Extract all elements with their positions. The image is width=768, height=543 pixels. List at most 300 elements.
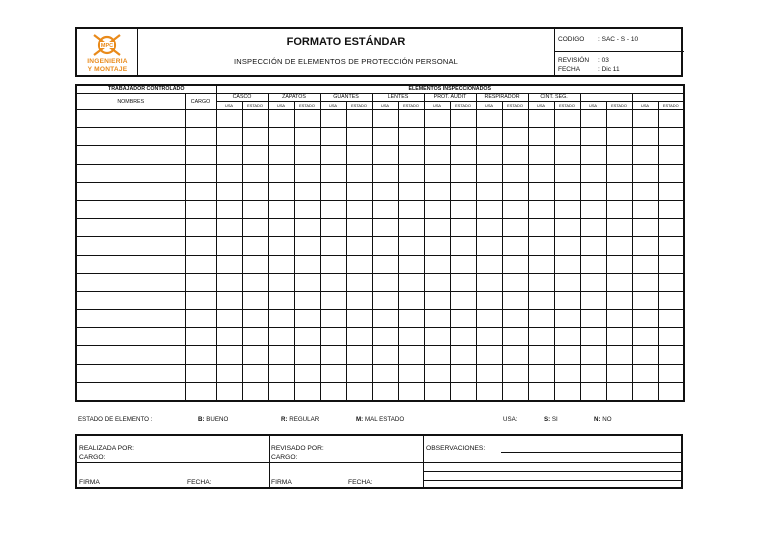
inspection-cell[interactable]	[528, 255, 554, 273]
inspection-cell[interactable]	[398, 382, 424, 401]
inspection-cell[interactable]	[372, 146, 398, 164]
inspection-cell[interactable]	[632, 128, 658, 146]
inspection-cell[interactable]	[216, 382, 242, 401]
inspection-cell[interactable]	[502, 237, 528, 255]
inspection-cell[interactable]	[216, 110, 242, 128]
inspection-cell[interactable]	[554, 128, 580, 146]
inspection-cell[interactable]	[580, 110, 606, 128]
role-cell[interactable]	[185, 291, 216, 309]
name-cell[interactable]	[76, 382, 185, 401]
role-cell[interactable]	[185, 200, 216, 218]
inspection-cell[interactable]	[632, 291, 658, 309]
inspection-cell[interactable]	[606, 255, 632, 273]
role-cell[interactable]	[185, 382, 216, 401]
inspection-cell[interactable]	[398, 346, 424, 364]
inspection-cell[interactable]	[424, 110, 450, 128]
role-cell[interactable]	[185, 273, 216, 291]
inspection-cell[interactable]	[294, 237, 320, 255]
inspection-cell[interactable]	[580, 200, 606, 218]
name-cell[interactable]	[76, 219, 185, 237]
name-cell[interactable]	[76, 237, 185, 255]
inspection-cell[interactable]	[658, 219, 684, 237]
inspection-cell[interactable]	[294, 219, 320, 237]
name-cell[interactable]	[76, 291, 185, 309]
inspection-cell[interactable]	[450, 128, 476, 146]
name-cell[interactable]	[76, 128, 185, 146]
inspection-cell[interactable]	[216, 237, 242, 255]
inspection-cell[interactable]	[268, 273, 294, 291]
inspection-cell[interactable]	[398, 255, 424, 273]
inspection-cell[interactable]	[242, 310, 268, 328]
inspection-cell[interactable]	[268, 200, 294, 218]
inspection-cell[interactable]	[502, 255, 528, 273]
inspection-cell[interactable]	[372, 128, 398, 146]
inspection-cell[interactable]	[450, 382, 476, 401]
inspection-cell[interactable]	[502, 110, 528, 128]
inspection-cell[interactable]	[372, 291, 398, 309]
inspection-cell[interactable]	[294, 310, 320, 328]
inspection-cell[interactable]	[502, 128, 528, 146]
inspection-cell[interactable]	[632, 219, 658, 237]
inspection-cell[interactable]	[242, 346, 268, 364]
inspection-cell[interactable]	[450, 110, 476, 128]
inspection-cell[interactable]	[632, 364, 658, 382]
inspection-cell[interactable]	[346, 182, 372, 200]
inspection-cell[interactable]	[294, 255, 320, 273]
inspection-cell[interactable]	[242, 382, 268, 401]
inspection-cell[interactable]	[580, 273, 606, 291]
inspection-cell[interactable]	[476, 310, 502, 328]
inspection-cell[interactable]	[398, 164, 424, 182]
role-cell[interactable]	[185, 237, 216, 255]
inspection-cell[interactable]	[320, 219, 346, 237]
inspection-cell[interactable]	[606, 237, 632, 255]
role-cell[interactable]	[185, 164, 216, 182]
inspection-cell[interactable]	[658, 291, 684, 309]
inspection-cell[interactable]	[502, 200, 528, 218]
inspection-cell[interactable]	[242, 110, 268, 128]
inspection-cell[interactable]	[268, 291, 294, 309]
inspection-cell[interactable]	[580, 182, 606, 200]
inspection-cell[interactable]	[580, 382, 606, 401]
inspection-cell[interactable]	[554, 182, 580, 200]
inspection-cell[interactable]	[658, 110, 684, 128]
name-cell[interactable]	[76, 200, 185, 218]
observations-line[interactable]	[423, 462, 681, 463]
inspection-cell[interactable]	[632, 200, 658, 218]
inspection-cell[interactable]	[242, 146, 268, 164]
inspection-cell[interactable]	[606, 273, 632, 291]
inspection-cell[interactable]	[502, 146, 528, 164]
inspection-cell[interactable]	[398, 310, 424, 328]
inspection-cell[interactable]	[216, 255, 242, 273]
inspection-cell[interactable]	[606, 364, 632, 382]
inspection-cell[interactable]	[346, 219, 372, 237]
inspection-cell[interactable]	[606, 219, 632, 237]
inspection-cell[interactable]	[346, 128, 372, 146]
inspection-cell[interactable]	[450, 328, 476, 346]
inspection-cell[interactable]	[372, 182, 398, 200]
inspection-cell[interactable]	[216, 146, 242, 164]
inspection-cell[interactable]	[294, 182, 320, 200]
inspection-cell[interactable]	[658, 382, 684, 401]
inspection-cell[interactable]	[320, 346, 346, 364]
name-cell[interactable]	[76, 164, 185, 182]
inspection-cell[interactable]	[554, 255, 580, 273]
name-cell[interactable]	[76, 328, 185, 346]
inspection-cell[interactable]	[580, 164, 606, 182]
inspection-cell[interactable]	[554, 110, 580, 128]
inspection-cell[interactable]	[398, 273, 424, 291]
inspection-cell[interactable]	[216, 291, 242, 309]
inspection-cell[interactable]	[424, 146, 450, 164]
inspection-cell[interactable]	[476, 382, 502, 401]
inspection-cell[interactable]	[268, 110, 294, 128]
inspection-cell[interactable]	[476, 255, 502, 273]
inspection-cell[interactable]	[606, 200, 632, 218]
inspection-cell[interactable]	[658, 237, 684, 255]
name-cell[interactable]	[76, 255, 185, 273]
inspection-cell[interactable]	[658, 200, 684, 218]
inspection-cell[interactable]	[450, 219, 476, 237]
inspection-cell[interactable]	[424, 237, 450, 255]
inspection-cell[interactable]	[216, 182, 242, 200]
inspection-cell[interactable]	[320, 182, 346, 200]
inspection-cell[interactable]	[658, 364, 684, 382]
inspection-cell[interactable]	[398, 237, 424, 255]
inspection-cell[interactable]	[294, 110, 320, 128]
inspection-cell[interactable]	[450, 182, 476, 200]
inspection-cell[interactable]	[502, 364, 528, 382]
inspection-cell[interactable]	[346, 291, 372, 309]
inspection-cell[interactable]	[398, 146, 424, 164]
inspection-cell[interactable]	[502, 164, 528, 182]
inspection-cell[interactable]	[528, 237, 554, 255]
inspection-cell[interactable]	[450, 273, 476, 291]
inspection-cell[interactable]	[528, 182, 554, 200]
inspection-cell[interactable]	[294, 364, 320, 382]
inspection-cell[interactable]	[554, 291, 580, 309]
inspection-cell[interactable]	[554, 382, 580, 401]
inspection-cell[interactable]	[320, 146, 346, 164]
inspection-cell[interactable]	[372, 328, 398, 346]
inspection-cell[interactable]	[554, 219, 580, 237]
inspection-cell[interactable]	[320, 110, 346, 128]
inspection-cell[interactable]	[372, 219, 398, 237]
role-cell[interactable]	[185, 219, 216, 237]
inspection-cell[interactable]	[320, 273, 346, 291]
name-cell[interactable]	[76, 146, 185, 164]
inspection-cell[interactable]	[320, 291, 346, 309]
inspection-cell[interactable]	[268, 146, 294, 164]
inspection-cell[interactable]	[398, 219, 424, 237]
inspection-cell[interactable]	[294, 328, 320, 346]
inspection-cell[interactable]	[320, 164, 346, 182]
inspection-cell[interactable]	[476, 291, 502, 309]
inspection-cell[interactable]	[398, 200, 424, 218]
role-cell[interactable]	[185, 182, 216, 200]
inspection-cell[interactable]	[580, 364, 606, 382]
inspection-cell[interactable]	[294, 200, 320, 218]
inspection-cell[interactable]	[502, 346, 528, 364]
inspection-cell[interactable]	[450, 310, 476, 328]
inspection-cell[interactable]	[502, 273, 528, 291]
inspection-cell[interactable]	[450, 164, 476, 182]
inspection-cell[interactable]	[528, 346, 554, 364]
inspection-cell[interactable]	[658, 146, 684, 164]
inspection-cell[interactable]	[372, 273, 398, 291]
inspection-cell[interactable]	[242, 255, 268, 273]
inspection-cell[interactable]	[346, 200, 372, 218]
inspection-cell[interactable]	[580, 146, 606, 164]
inspection-cell[interactable]	[216, 164, 242, 182]
role-cell[interactable]	[185, 310, 216, 328]
inspection-cell[interactable]	[242, 328, 268, 346]
inspection-cell[interactable]	[632, 328, 658, 346]
inspection-cell[interactable]	[606, 164, 632, 182]
role-cell[interactable]	[185, 328, 216, 346]
inspection-cell[interactable]	[346, 255, 372, 273]
inspection-cell[interactable]	[242, 237, 268, 255]
inspection-cell[interactable]	[424, 164, 450, 182]
inspection-cell[interactable]	[320, 328, 346, 346]
inspection-cell[interactable]	[346, 110, 372, 128]
inspection-cell[interactable]	[632, 164, 658, 182]
inspection-cell[interactable]	[242, 364, 268, 382]
inspection-cell[interactable]	[606, 110, 632, 128]
inspection-cell[interactable]	[320, 128, 346, 146]
inspection-cell[interactable]	[398, 128, 424, 146]
role-cell[interactable]	[185, 146, 216, 164]
inspection-cell[interactable]	[632, 146, 658, 164]
inspection-cell[interactable]	[554, 364, 580, 382]
inspection-cell[interactable]	[320, 255, 346, 273]
inspection-cell[interactable]	[476, 273, 502, 291]
inspection-cell[interactable]	[372, 110, 398, 128]
inspection-cell[interactable]	[398, 110, 424, 128]
observations-line[interactable]	[423, 471, 681, 472]
inspection-cell[interactable]	[658, 346, 684, 364]
inspection-cell[interactable]	[216, 310, 242, 328]
inspection-cell[interactable]	[372, 364, 398, 382]
inspection-cell[interactable]	[320, 310, 346, 328]
inspection-cell[interactable]	[632, 237, 658, 255]
inspection-cell[interactable]	[346, 328, 372, 346]
inspection-cell[interactable]	[528, 146, 554, 164]
inspection-cell[interactable]	[372, 255, 398, 273]
inspection-cell[interactable]	[320, 382, 346, 401]
inspection-cell[interactable]	[424, 346, 450, 364]
inspection-cell[interactable]	[372, 346, 398, 364]
inspection-cell[interactable]	[528, 291, 554, 309]
inspection-cell[interactable]	[554, 310, 580, 328]
observations-line[interactable]	[501, 452, 681, 453]
inspection-cell[interactable]	[372, 237, 398, 255]
name-cell[interactable]	[76, 110, 185, 128]
inspection-cell[interactable]	[476, 164, 502, 182]
inspection-cell[interactable]	[528, 128, 554, 146]
inspection-cell[interactable]	[632, 182, 658, 200]
inspection-cell[interactable]	[268, 346, 294, 364]
inspection-cell[interactable]	[632, 110, 658, 128]
name-cell[interactable]	[76, 273, 185, 291]
inspection-cell[interactable]	[294, 273, 320, 291]
inspection-cell[interactable]	[502, 182, 528, 200]
inspection-cell[interactable]	[450, 255, 476, 273]
role-cell[interactable]	[185, 346, 216, 364]
inspection-cell[interactable]	[580, 346, 606, 364]
inspection-cell[interactable]	[346, 273, 372, 291]
inspection-cell[interactable]	[424, 291, 450, 309]
observations-line[interactable]	[423, 480, 681, 481]
inspection-cell[interactable]	[632, 273, 658, 291]
inspection-cell[interactable]	[476, 128, 502, 146]
inspection-cell[interactable]	[268, 382, 294, 401]
inspection-cell[interactable]	[606, 310, 632, 328]
inspection-cell[interactable]	[476, 328, 502, 346]
inspection-cell[interactable]	[528, 382, 554, 401]
inspection-cell[interactable]	[580, 328, 606, 346]
inspection-cell[interactable]	[554, 200, 580, 218]
inspection-cell[interactable]	[372, 382, 398, 401]
inspection-cell[interactable]	[658, 164, 684, 182]
inspection-cell[interactable]	[424, 200, 450, 218]
inspection-cell[interactable]	[242, 219, 268, 237]
inspection-cell[interactable]	[216, 273, 242, 291]
inspection-cell[interactable]	[502, 310, 528, 328]
inspection-cell[interactable]	[606, 146, 632, 164]
inspection-cell[interactable]	[580, 237, 606, 255]
inspection-cell[interactable]	[346, 310, 372, 328]
inspection-cell[interactable]	[398, 328, 424, 346]
inspection-cell[interactable]	[294, 291, 320, 309]
inspection-cell[interactable]	[294, 164, 320, 182]
inspection-cell[interactable]	[580, 291, 606, 309]
inspection-cell[interactable]	[476, 364, 502, 382]
name-cell[interactable]	[76, 182, 185, 200]
inspection-cell[interactable]	[606, 128, 632, 146]
inspection-cell[interactable]	[502, 382, 528, 401]
inspection-cell[interactable]	[346, 164, 372, 182]
inspection-cell[interactable]	[398, 182, 424, 200]
inspection-cell[interactable]	[424, 128, 450, 146]
inspection-cell[interactable]	[216, 200, 242, 218]
inspection-cell[interactable]	[528, 110, 554, 128]
inspection-cell[interactable]	[528, 310, 554, 328]
inspection-cell[interactable]	[424, 182, 450, 200]
inspection-cell[interactable]	[398, 291, 424, 309]
inspection-cell[interactable]	[502, 291, 528, 309]
inspection-cell[interactable]	[528, 364, 554, 382]
inspection-cell[interactable]	[424, 219, 450, 237]
inspection-cell[interactable]	[424, 310, 450, 328]
inspection-cell[interactable]	[242, 273, 268, 291]
inspection-cell[interactable]	[242, 164, 268, 182]
inspection-cell[interactable]	[658, 182, 684, 200]
inspection-cell[interactable]	[632, 255, 658, 273]
inspection-cell[interactable]	[580, 128, 606, 146]
inspection-cell[interactable]	[216, 364, 242, 382]
inspection-cell[interactable]	[554, 146, 580, 164]
inspection-cell[interactable]	[242, 200, 268, 218]
inspection-cell[interactable]	[346, 364, 372, 382]
inspection-cell[interactable]	[450, 146, 476, 164]
inspection-cell[interactable]	[424, 382, 450, 401]
inspection-cell[interactable]	[502, 219, 528, 237]
inspection-cell[interactable]	[658, 255, 684, 273]
inspection-cell[interactable]	[554, 346, 580, 364]
role-cell[interactable]	[185, 255, 216, 273]
inspection-cell[interactable]	[632, 382, 658, 401]
inspection-cell[interactable]	[320, 200, 346, 218]
inspection-cell[interactable]	[424, 255, 450, 273]
inspection-cell[interactable]	[450, 364, 476, 382]
inspection-cell[interactable]	[372, 164, 398, 182]
inspection-cell[interactable]	[320, 364, 346, 382]
inspection-cell[interactable]	[268, 128, 294, 146]
inspection-cell[interactable]	[476, 219, 502, 237]
inspection-cell[interactable]	[476, 200, 502, 218]
inspection-cell[interactable]	[554, 328, 580, 346]
inspection-cell[interactable]	[346, 146, 372, 164]
inspection-cell[interactable]	[554, 273, 580, 291]
inspection-cell[interactable]	[528, 200, 554, 218]
inspection-cell[interactable]	[398, 364, 424, 382]
role-cell[interactable]	[185, 364, 216, 382]
inspection-cell[interactable]	[320, 237, 346, 255]
inspection-cell[interactable]	[346, 382, 372, 401]
inspection-cell[interactable]	[268, 328, 294, 346]
inspection-cell[interactable]	[606, 382, 632, 401]
inspection-cell[interactable]	[450, 346, 476, 364]
inspection-cell[interactable]	[294, 146, 320, 164]
inspection-cell[interactable]	[476, 237, 502, 255]
inspection-cell[interactable]	[632, 346, 658, 364]
inspection-cell[interactable]	[502, 328, 528, 346]
name-cell[interactable]	[76, 364, 185, 382]
inspection-cell[interactable]	[372, 200, 398, 218]
inspection-cell[interactable]	[528, 328, 554, 346]
inspection-cell[interactable]	[528, 164, 554, 182]
inspection-cell[interactable]	[606, 182, 632, 200]
inspection-cell[interactable]	[476, 182, 502, 200]
inspection-cell[interactable]	[606, 346, 632, 364]
role-cell[interactable]	[185, 110, 216, 128]
inspection-cell[interactable]	[606, 291, 632, 309]
inspection-cell[interactable]	[294, 382, 320, 401]
inspection-cell[interactable]	[528, 219, 554, 237]
inspection-cell[interactable]	[424, 364, 450, 382]
inspection-cell[interactable]	[346, 346, 372, 364]
inspection-cell[interactable]	[216, 219, 242, 237]
name-cell[interactable]	[76, 310, 185, 328]
inspection-cell[interactable]	[268, 310, 294, 328]
inspection-cell[interactable]	[476, 346, 502, 364]
inspection-cell[interactable]	[372, 310, 398, 328]
inspection-cell[interactable]	[450, 237, 476, 255]
inspection-cell[interactable]	[658, 328, 684, 346]
inspection-cell[interactable]	[554, 164, 580, 182]
inspection-cell[interactable]	[268, 219, 294, 237]
inspection-cell[interactable]	[216, 328, 242, 346]
inspection-cell[interactable]	[268, 164, 294, 182]
inspection-cell[interactable]	[294, 128, 320, 146]
inspection-cell[interactable]	[528, 273, 554, 291]
inspection-cell[interactable]	[580, 219, 606, 237]
inspection-cell[interactable]	[450, 291, 476, 309]
inspection-cell[interactable]	[632, 310, 658, 328]
inspection-cell[interactable]	[554, 237, 580, 255]
